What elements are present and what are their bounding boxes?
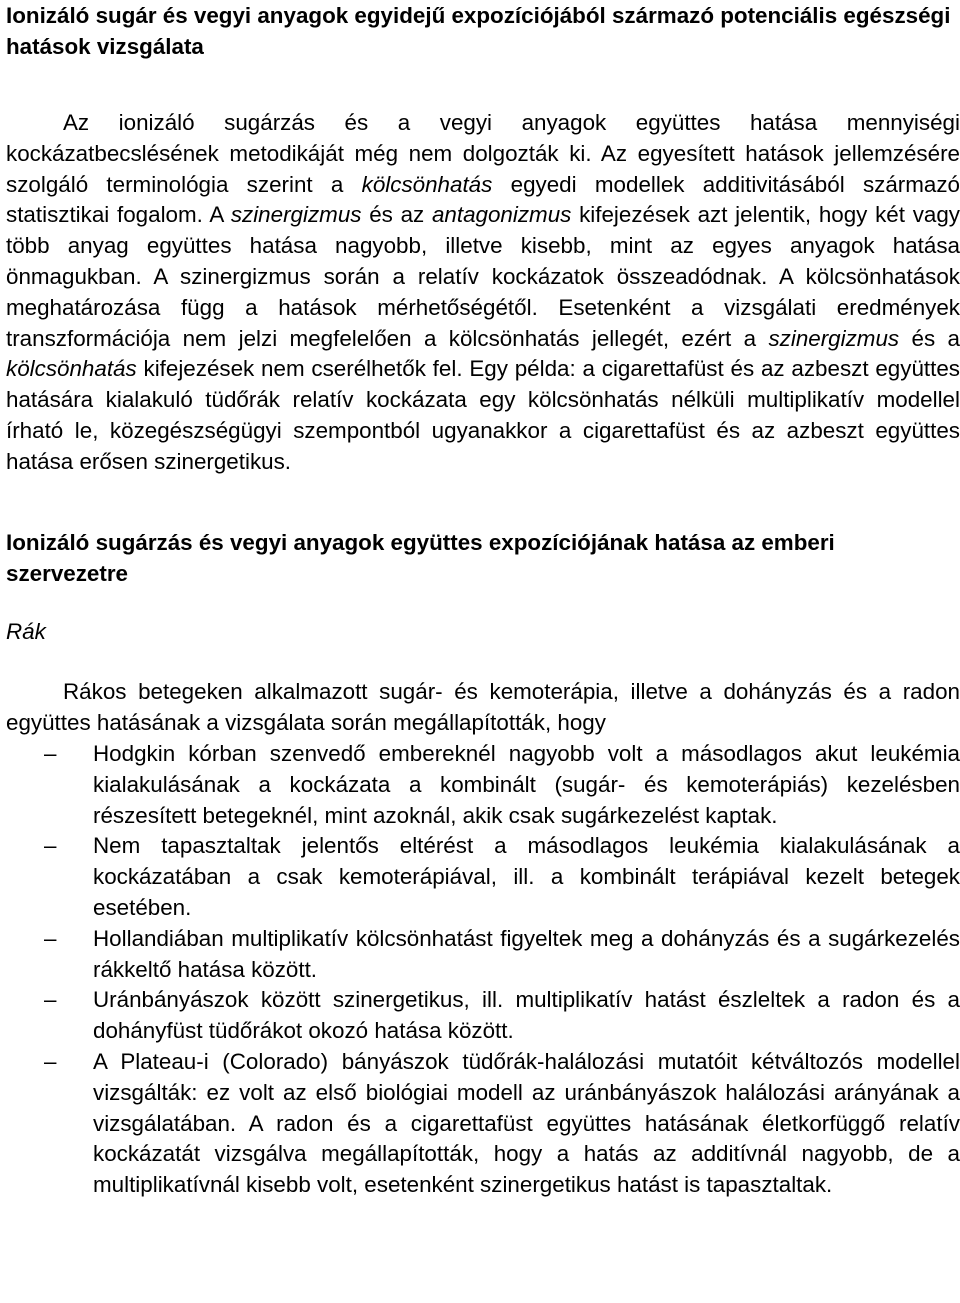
- text-run-italic: szinergizmus: [768, 325, 900, 351]
- list-item-text: Hollandiában multiplikatív kölcsönhatást figyeltek meg a dohányzás és a sugárkezelés rákkeltő hatása között.: [93, 925, 960, 982]
- list-item: [6, 924, 960, 986]
- text-run: egyedi modellek additivitásából származó statisztikai fogalom. A: [6, 171, 960, 228]
- dash-bullet: –: [44, 740, 57, 766]
- list-item: [6, 985, 960, 1047]
- text-run: Az ionizáló sugárzás és a vegyi anyagok együttes hatása mennyiségi kockázatbecslésének metodikáját még nem dolgozták ki. Az egyesített hatások jellemzésére szolgáló terminológia szerint a: [6, 110, 960, 197]
- text-run: kifejezések azt jelentik, hogy két vagy több anyag együttes hatása nagyobb, illetve kisebb, mint az egyes anyagok hatása önmagukban. A szinergizmus során a relatív kockázatok összeadódnak. A kölcsönhatások meghatározása függ a hatások mérhetőségétől. Esetenként a vizsgálati eredmények transzformációja nem jelzi megfelelően a kölcsönhatás jellegét, ezért a: [6, 202, 960, 351]
- text-run-italic: antagonizmus: [431, 202, 572, 228]
- body-paragraph: [6, 108, 960, 478]
- list-item: [6, 739, 960, 831]
- dash-bullet: –: [44, 1048, 57, 1074]
- findings-list: [6, 739, 960, 1201]
- dash-bullet: –: [44, 987, 57, 1013]
- text-run: és az: [361, 202, 432, 228]
- text-run-italic: kölcsönhatás: [6, 356, 137, 382]
- list-item-text: Nem tapasztaltak jelentős eltérést a másodlagos leukémia kialakulásának a kockázatában a csak kemoterápiával, ill. a kombinált terápiával kezelt betegek esetében.: [93, 833, 960, 920]
- list-item: [6, 831, 960, 923]
- list-item-text: Hodgkin kórban szenvedő embereknél nagyobb volt a másodlagos akut leukémia kialakulásának a kockázata a kombinált (sugár- és kemoterápiás) kezelésben részesített betegeknél, mint azoknál, akik csak sugárkezelést kaptak.: [93, 740, 960, 828]
- section-heading: Ionizáló sugárzás és vegyi anyagok együttes expozíciójának hatása az emberi szervezetre: [6, 529, 835, 586]
- section-heading: Ionizáló sugár és vegyi anyagok egyidejű expozíciójából származó potenciális egészségi hatások vizsgálata: [6, 3, 951, 59]
- text-run: kifejezések nem cserélhetők fel. Egy példa: a cigarettafüst és az azbeszt együttes hatására kialakuló tüdőrák relatív kockázata egy kölcsönhatás nélküli multiplikatív modellel írható le, közegészségügyi szempontból ugyanakkor a cigarettafüst és az azbeszt együttes hatása erősen szinergetikus.: [6, 356, 960, 474]
- list-item-text: Uránbányászok között szinergetikus, ill. multiplikatív hatást észleltek a radon és a dohányfüst tüdőrákot okozó hatása között.: [93, 987, 960, 1044]
- dash-bullet: –: [44, 925, 57, 951]
- text-run-italic: kölcsönhatás: [361, 171, 493, 197]
- intro-paragraph: Rákos betegeken alkalmazott sugár- és kemoterápia, illetve a dohányzás és a radon együttes hatásának a vizsgálata során megállapították, hogy: [6, 679, 960, 736]
- text-run: és a: [899, 325, 960, 351]
- list-item: [6, 1047, 960, 1201]
- dash-bullet: –: [44, 833, 57, 859]
- list-item-text: A Plateau-i (Colorado) bányászok tüdőrák-halálozási mutatóit kétváltozós modellel vizsgálták: ez volt az első biológiai modell az uránbányászok halálozási arányának a vizsgálatában. A radon és a cigarettafüst együttes hatásának életkorfüggő relatív kockázatát vizsgálva megállapították, hogy a hatás az additívnál nagyobb, de a multiplikatívnál kisebb volt, esetenként szinergetikus hatást is tapasztaltak.: [93, 1048, 960, 1198]
- subheading: Rák: [6, 618, 46, 644]
- text-run-italic: szinergizmus: [230, 202, 362, 228]
